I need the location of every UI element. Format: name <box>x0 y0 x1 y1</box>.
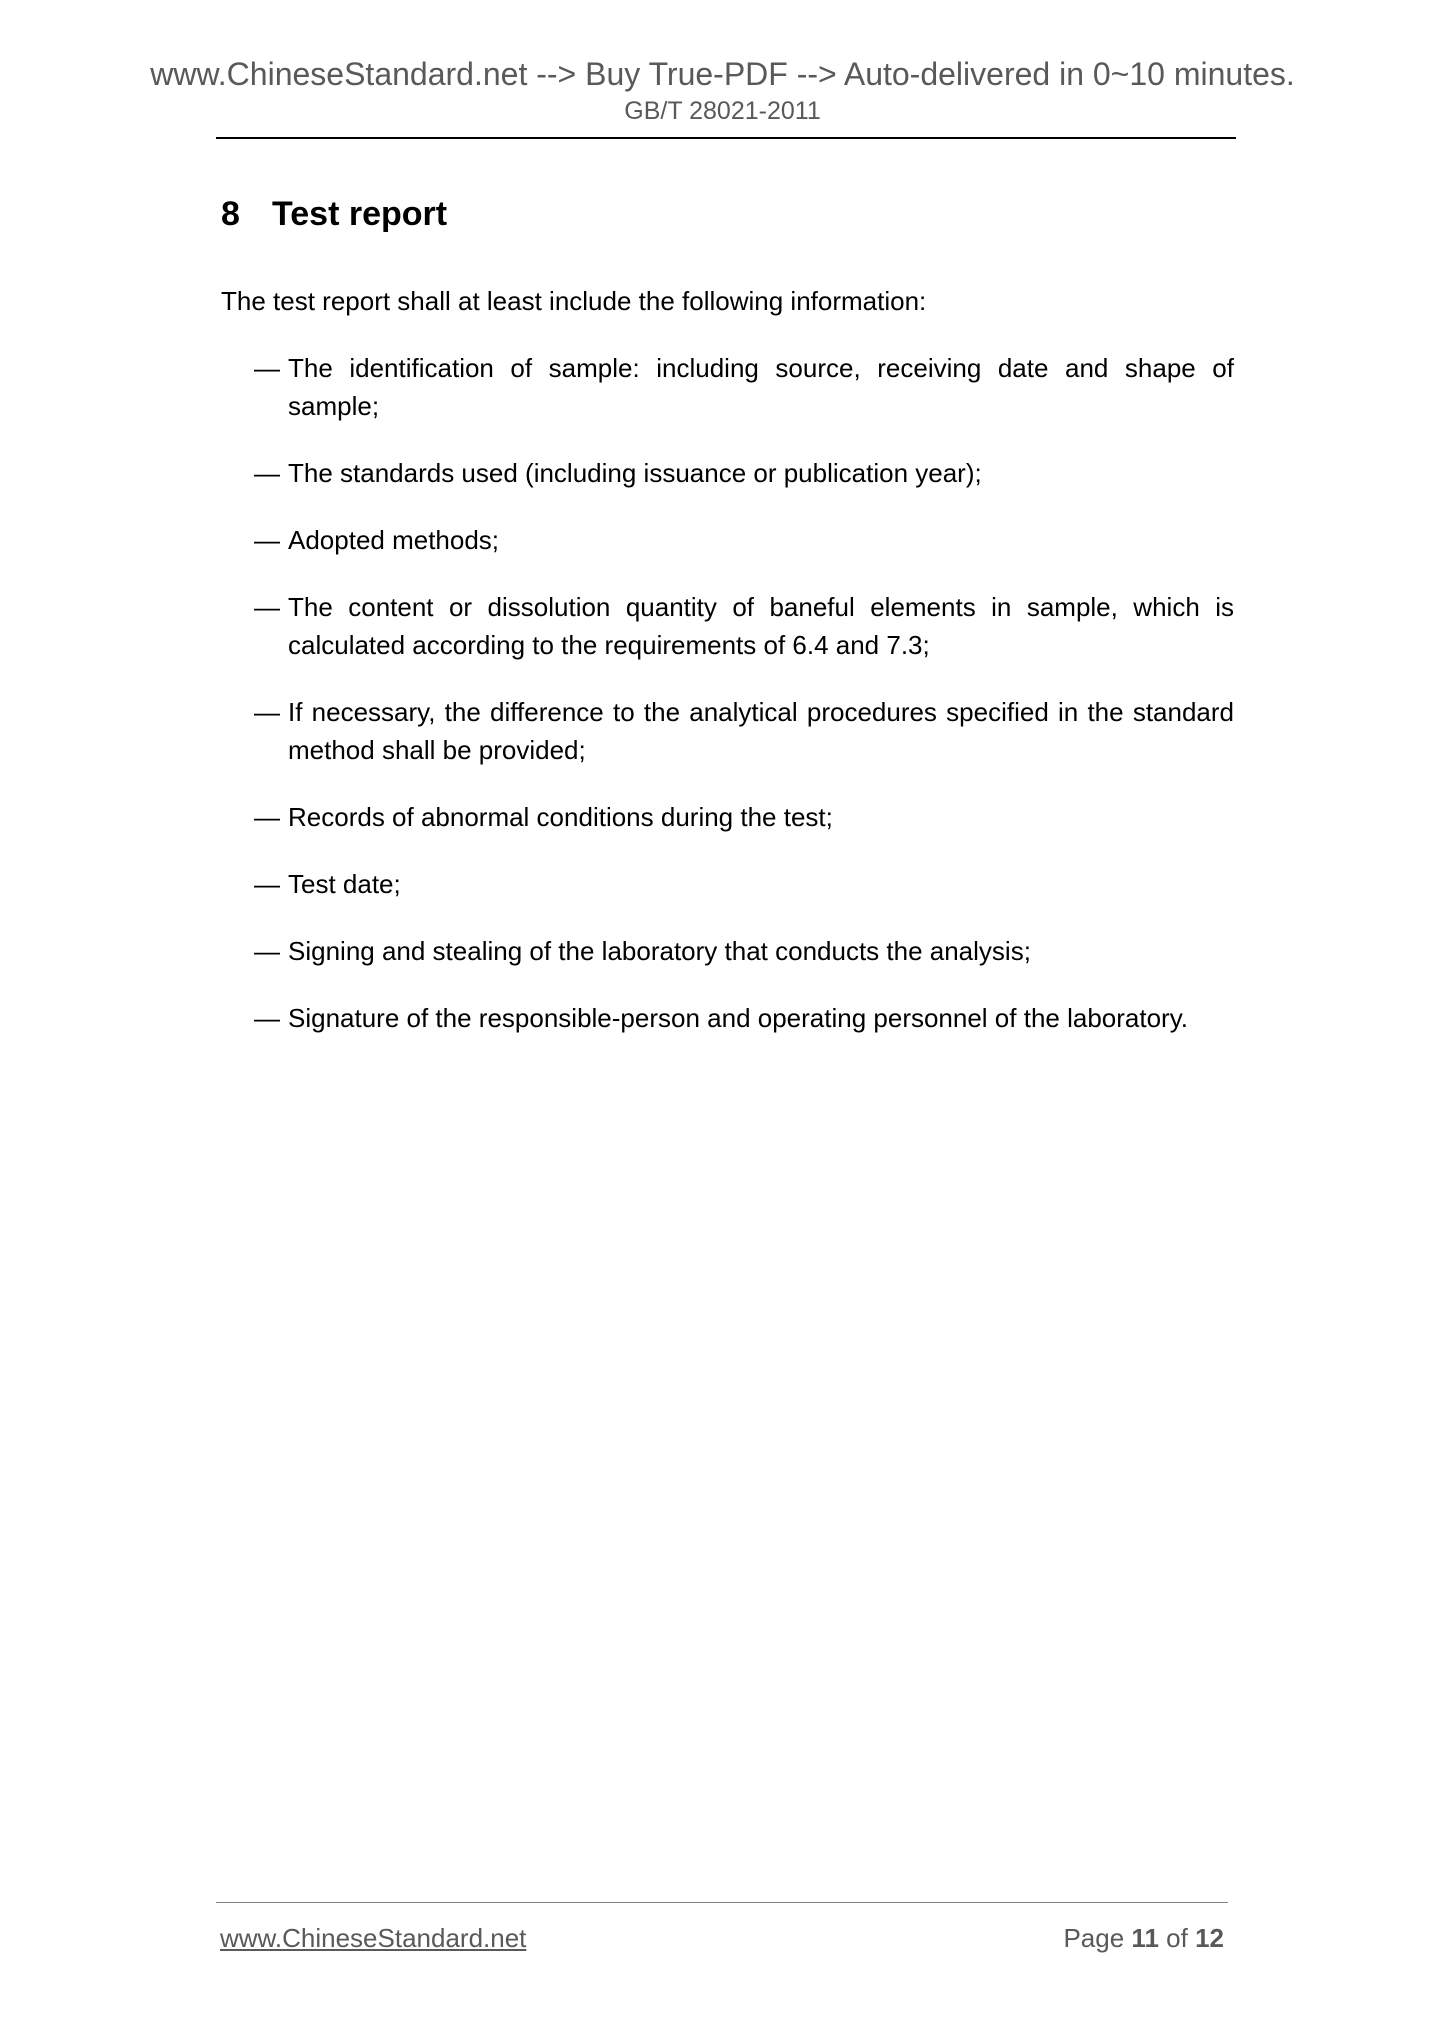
bullet-dash: — <box>254 525 280 555</box>
section-title: Test report <box>272 195 448 233</box>
list-item-text: The standards used (including issuance or publication year); <box>288 458 982 488</box>
bullet-dash: — <box>254 802 280 832</box>
list-item <box>254 588 1234 664</box>
list-item <box>254 349 1234 425</box>
list-item-text: Records of abnormal conditions during the test; <box>288 802 833 832</box>
section-number: 8 <box>221 195 240 233</box>
bullet-dash: — <box>254 697 280 727</box>
bullet-dash: — <box>254 353 280 383</box>
footer-website-link[interactable]: www.ChineseStandard.net <box>220 1923 527 1953</box>
list-item-text: If necessary, the difference to the analytical procedures specified in the standard method shall be provided; <box>288 697 1234 765</box>
list-item <box>254 454 1234 492</box>
list-item <box>254 693 1234 769</box>
list-item-text: The content or dissolution quantity of baneful elements in sample, which is calculated according to the requirements of 6.4 and 7.3; <box>288 592 1234 660</box>
list-item <box>254 999 1234 1037</box>
list-item <box>254 932 1234 970</box>
total-pages: 12 <box>1195 1923 1224 1953</box>
page-of-label: of <box>1166 1923 1188 1953</box>
bullet-dash: — <box>254 592 280 622</box>
page-label: Page <box>1063 1923 1125 1953</box>
list-item-text: Test date; <box>288 869 401 899</box>
bullet-dash: — <box>254 869 280 899</box>
footer-divider <box>216 1902 1228 1903</box>
list-item-text: The identification of sample: including source, receiving date and shape of sample; <box>288 353 1234 421</box>
section-heading <box>221 192 447 236</box>
requirements-list <box>254 349 1234 1066</box>
header-divider <box>216 137 1236 139</box>
list-item <box>254 521 1234 559</box>
bullet-dash: — <box>254 458 280 488</box>
list-item-text: Signature of the responsible-person and operating personnel of the laboratory. <box>288 1003 1188 1033</box>
list-item <box>254 865 1234 903</box>
page-number <box>1063 1921 1224 1955</box>
list-item-text: Signing and stealing of the laboratory that conducts the analysis; <box>288 936 1031 966</box>
list-item <box>254 798 1234 836</box>
page-header <box>0 54 1445 126</box>
current-page: 11 <box>1131 1923 1159 1953</box>
bullet-dash: — <box>254 1003 280 1033</box>
header-standard-number: GB/T 28021-2011 <box>624 97 821 125</box>
intro-paragraph: The test report shall at least include the following information: <box>221 286 927 316</box>
header-promo-text: www.ChineseStandard.net --> Buy True-PDF --> Auto-delivered in 0~10 minutes. <box>150 56 1295 92</box>
bullet-dash: — <box>254 936 280 966</box>
list-item-text: Adopted methods; <box>288 525 500 555</box>
